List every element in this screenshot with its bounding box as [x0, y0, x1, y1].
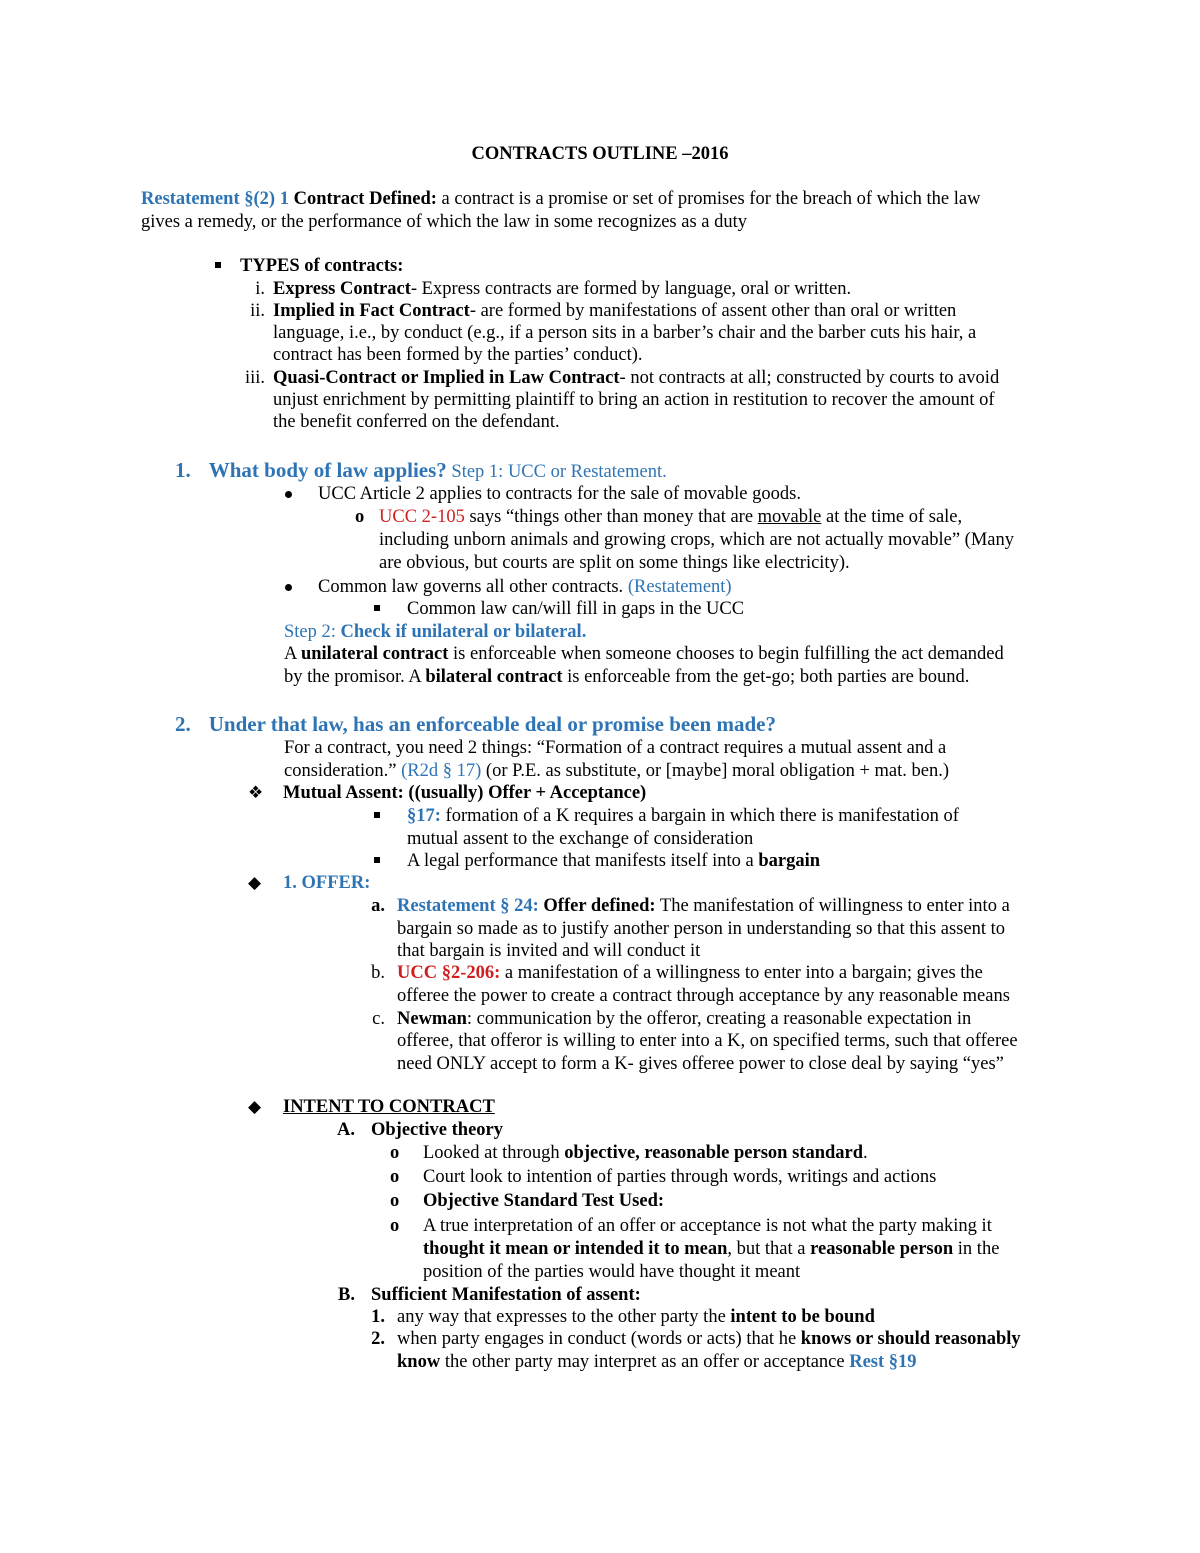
- offer-heading: 1. OFFER:: [283, 873, 371, 893]
- offer-item-c-continued: need ONLY accept to form a K- gives offeree power to close deal by saying “yes”: [397, 1054, 1004, 1074]
- intent-heading: INTENT TO CONTRACT: [283, 1097, 495, 1117]
- objective-item-2: Court look to intention of parties through words, writings and actions: [423, 1167, 937, 1187]
- section-1-heading: 1. What body of law applies? Step 1: UCC or Restatement.: [175, 458, 667, 482]
- ucc-article-2: UCC Article 2 applies to contracts for the sale of movable goods.: [318, 484, 801, 504]
- list-item-continued: language, i.e., by conduct (e.g., if a person sits in a barber’s chair and the barber cuts his hair, a: [273, 323, 977, 343]
- formation-line1: For a contract, you need 2 things: “Formation of a contract requires a mutual assent and a: [284, 738, 947, 758]
- diamond-icon: ◆: [248, 873, 262, 892]
- sub-bullet-marker: o: [390, 1143, 400, 1163]
- list-marker: B.: [338, 1285, 355, 1305]
- definition-label: Contract Defined:: [293, 189, 437, 209]
- objective-item-4-line2: thought it mean or intended it to mean, but that a reasonable person in the: [423, 1239, 1000, 1259]
- sufficient-item-2: when party engages in conduct (words or acts) that he knows or should reasonably: [397, 1329, 1021, 1349]
- sufficient-item-2-continued: know the other party may interpret as an offer or acceptance Rest §19: [397, 1352, 917, 1372]
- section-17-line1: §17: formation of a K requires a bargain in which there is manifestation of: [407, 806, 959, 826]
- sub-bullet-marker: o: [390, 1216, 400, 1236]
- sub-bullet-marker: o: [390, 1191, 400, 1211]
- list-marker: iii.: [244, 368, 265, 388]
- formation-line2: consideration.” (R2d § 17) (or P.E. as substitute, or [maybe] moral obligation + mat. ben.): [284, 761, 949, 781]
- common-law-line: Common law governs all other contracts. (Restatement): [318, 577, 732, 597]
- document-title: CONTRACTS OUTLINE –2016: [471, 144, 729, 164]
- offer-item-a-continued: bargain so made as to justify another person in understanding so that this assent to: [397, 919, 1005, 939]
- list-marker: i.: [255, 279, 265, 299]
- list-marker: A.: [337, 1120, 355, 1140]
- sub-bullet-marker: o: [390, 1167, 400, 1187]
- square-bullet-icon: [374, 857, 380, 863]
- objective-item-4-line1: A true interpretation of an offer or acceptance is not what the party making it: [423, 1216, 992, 1236]
- objective-item-4-line3: position of the parties would have thought it meant: [423, 1262, 801, 1282]
- offer-item-b-continued: offeree the power to create a contract through acceptance by any reasonable means: [397, 986, 1010, 1006]
- list-marker: a.: [371, 896, 385, 916]
- diamond-icon: ◆: [248, 1097, 262, 1116]
- bullet-icon: [285, 584, 292, 591]
- diamond-outline-icon: ❖: [248, 783, 264, 802]
- list-item: Implied in Fact Contract- are formed by manifestations of assent other than oral or written: [273, 301, 957, 321]
- list-item: Quasi-Contract or Implied in Law Contract- not contracts at all; constructed by courts to avoid: [273, 368, 1000, 388]
- contract-definition-line1: [141, 188, 980, 210]
- square-bullet-icon: [215, 262, 221, 268]
- list-item-continued: the benefit conferred on the defendant.: [273, 412, 560, 432]
- objective-item-3: Objective Standard Test Used:: [423, 1191, 665, 1211]
- bullet-icon: [285, 491, 292, 498]
- ucc-2-105-line2: including unborn animals and growing crops, which are not actually movable” (Many: [379, 530, 1014, 550]
- list-marker: 1.: [371, 1307, 385, 1327]
- mutual-assent-heading: Mutual Assent: ((usually) Offer + Acceptance): [283, 783, 647, 803]
- list-marker: c.: [372, 1009, 385, 1029]
- restatement-ref: Restatement §(2) 1: [141, 189, 289, 209]
- list-item: Express Contract- Express contracts are formed by language, oral or written.: [273, 279, 852, 299]
- types-heading: TYPES of contracts:: [240, 256, 404, 276]
- square-bullet-icon: [374, 812, 380, 818]
- ucc-2-105-line3: are obvious, but courts are split on some things like electricity).: [379, 553, 850, 573]
- definition-text: a contract is a promise or set of promises for the breach of which the law: [436, 189, 981, 209]
- offer-item-a-continued: that bargain is invited and will conduct it: [397, 941, 701, 961]
- common-law-gaps: Common law can/will fill in gaps in the UCC: [407, 599, 745, 619]
- section-17-line2: mutual assent to the exchange of consideration: [407, 829, 754, 849]
- legal-performance-line: A legal performance that manifests itself into a bargain: [407, 851, 821, 871]
- contract-definition-line2: gives a remedy, or the performance of which the law in some recognizes as a duty: [141, 212, 747, 232]
- section-2-heading: 2. Under that law, has an enforceable deal or promise been made?: [175, 712, 776, 736]
- sufficient-manifestation-heading: Sufficient Manifestation of assent:: [371, 1285, 641, 1305]
- offer-item-b: UCC §2-206: a manifestation of a willingness to enter into a bargain; gives the: [397, 963, 983, 983]
- offer-item-c-continued: offeree, that offeror is willing to enter into a K, on specified terms, such that offeree: [397, 1031, 1018, 1051]
- bilateral-line: by the promisor. A bilateral contract is enforceable from the get-go; both parties are bound.: [284, 667, 970, 687]
- offer-item-a: Restatement § 24: Offer defined: The manifestation of willingness to enter into a: [397, 896, 1010, 916]
- list-item-continued: unjust enrichment by permitting plaintiff to bring an action in restitution to recover the amount of: [273, 390, 995, 410]
- sufficient-item-1: any way that expresses to the other party the intent to be bound: [397, 1307, 875, 1327]
- offer-item-c: Newman: communication by the offeror, creating a reasonable expectation in: [397, 1009, 972, 1029]
- sub-bullet-marker: o: [355, 507, 365, 527]
- list-marker: 2.: [371, 1329, 385, 1349]
- list-item-continued: contract has been formed by the parties’ conduct).: [273, 345, 643, 365]
- unilateral-line: A unilateral contract is enforceable when someone chooses to begin fulfilling the act demanded: [284, 644, 1004, 664]
- list-marker: b.: [371, 963, 385, 983]
- step-2-line: Step 2: Check if unilateral or bilateral.: [284, 622, 587, 642]
- list-marker: ii.: [250, 301, 265, 321]
- objective-item-1: Looked at through objective, reasonable person standard.: [423, 1143, 868, 1163]
- square-bullet-icon: [374, 605, 380, 611]
- ucc-2-105-line1: UCC 2-105 says “things other than money that are movable at the time of sale,: [379, 507, 963, 527]
- objective-theory-heading: Objective theory: [371, 1120, 504, 1140]
